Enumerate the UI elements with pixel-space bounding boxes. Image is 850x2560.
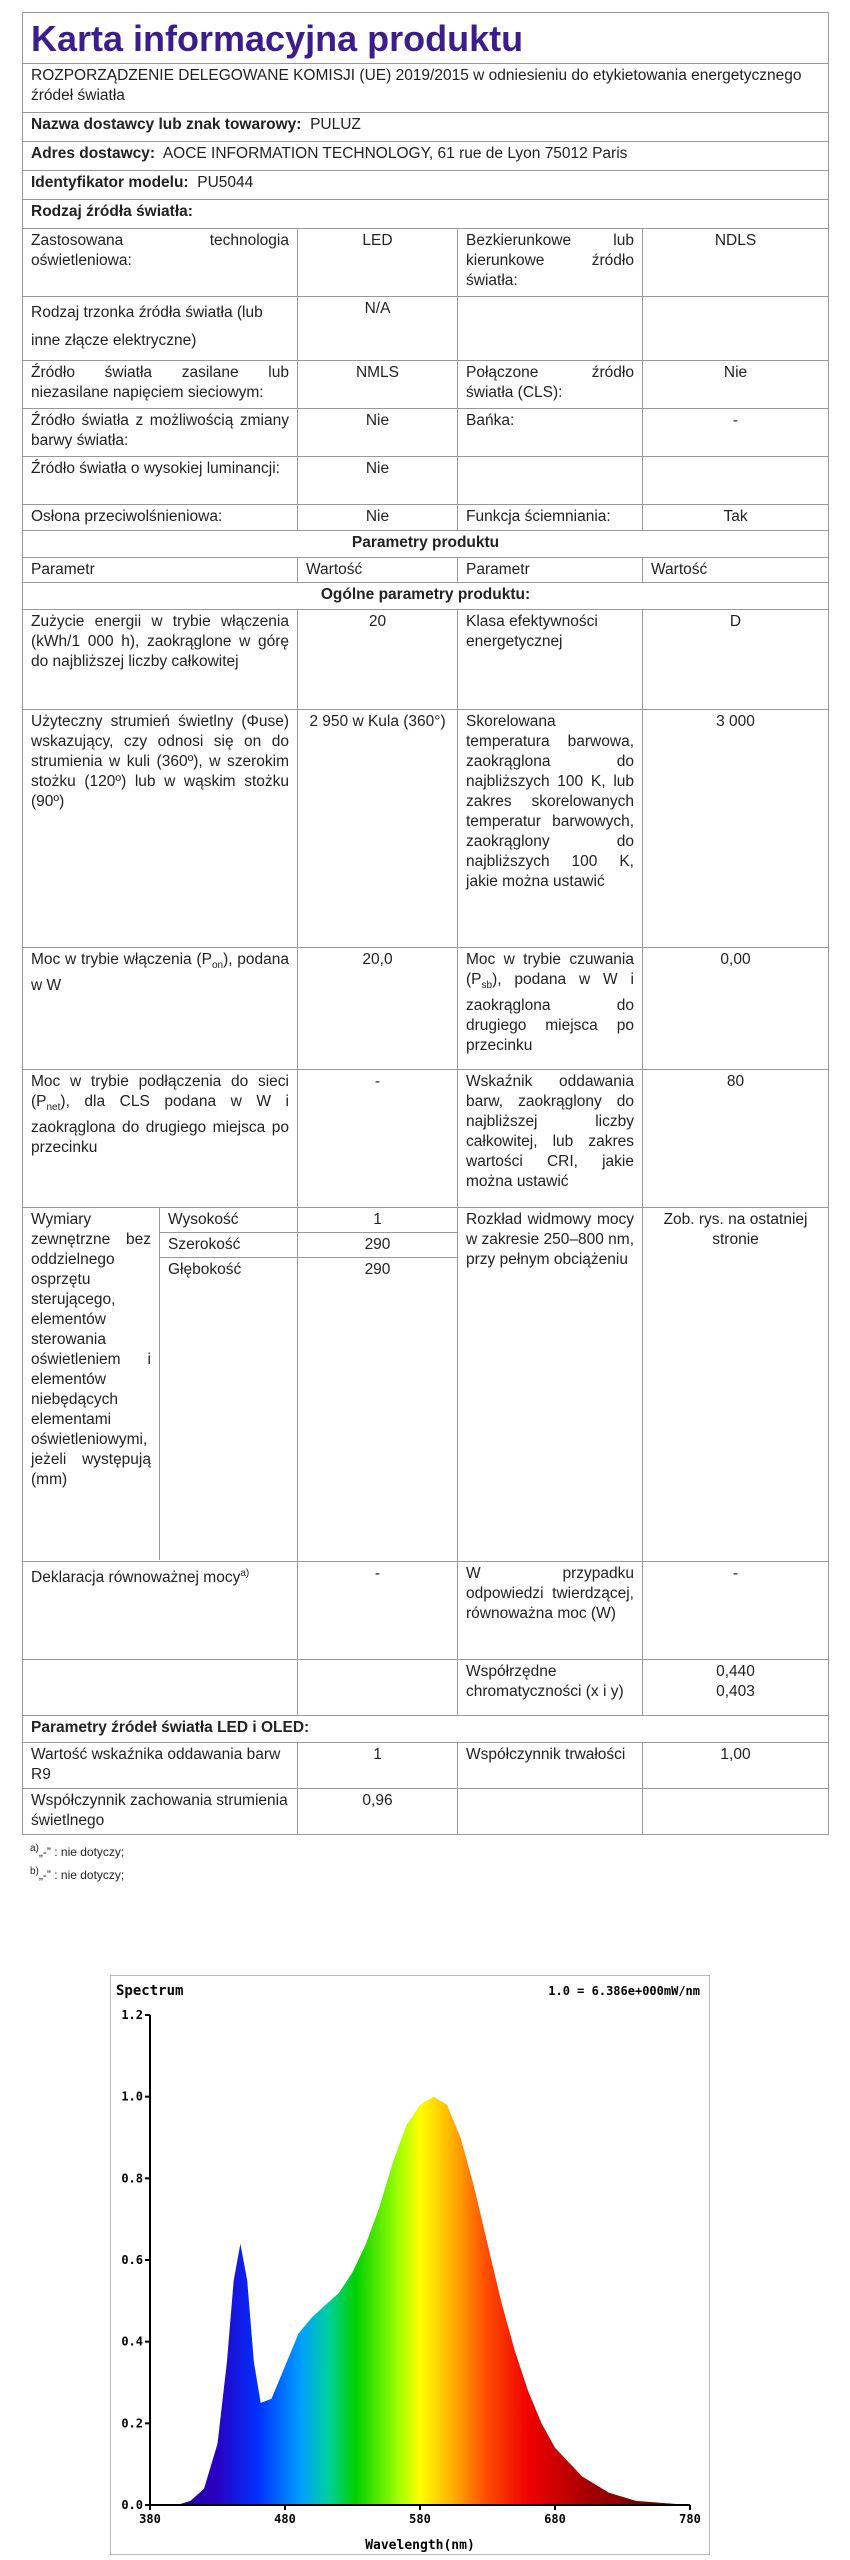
- directional-label: Bezkierunkowe lub kierunkowe źródło światła:: [458, 229, 643, 297]
- supplier-row: [23, 113, 829, 142]
- empty-cell: [458, 297, 643, 361]
- chart-annotation: 1.0 = 6.386e+000mW/nm: [548, 1984, 700, 1998]
- col-value: Wartość: [643, 558, 829, 583]
- technology-value: LED: [298, 229, 458, 297]
- energy-class-value: D: [643, 610, 829, 710]
- y-tick-label: 0.8: [121, 2171, 143, 2186]
- envelope-value: -: [643, 409, 829, 457]
- chromaticity-label: Współrzędne chromatyczności (x i y): [458, 1660, 643, 1716]
- equivalent-power-label: Deklaracja równoważnej mocy$^{a)}$: [23, 1562, 298, 1660]
- technology-label: Zastosowana technologia oświetleniowa:: [23, 229, 298, 297]
- empty-cell: [643, 297, 829, 361]
- envelope-label: Bańka:: [458, 409, 643, 457]
- x-tick-label: 380: [139, 2512, 161, 2526]
- cct-label: Skorelowana temperatura barwowa, zaokrąglona do najbliższych 100 K, lub zakres skorelowanych temperatur barwowych, zaokrąglony do najbliższych 100 K, jakie można ustawić: [458, 710, 643, 948]
- cri-label: Wskaźnik oddawania barw, zaokrąglony do najbliższej liczby całkowitej, lub zakres wartości CRI, jakie można ustawić: [458, 1070, 643, 1208]
- survival-factor-value: 1,00: [643, 1743, 829, 1789]
- x-tick-label: 780: [679, 2512, 701, 2526]
- supplier-value: PULUZ: [310, 116, 361, 133]
- address-row: [23, 142, 829, 171]
- info-table: [22, 12, 829, 1835]
- equivalent-watt-value: -: [643, 1562, 829, 1660]
- y-tick-label: 0.6: [121, 2253, 143, 2267]
- dimensions-names: [160, 1208, 297, 1560]
- mains-value: NMLS: [298, 361, 458, 409]
- energy-consumption-value: 20: [298, 610, 458, 710]
- empty-cell: [643, 1789, 829, 1835]
- model-label: Identyfikator modelu:: [31, 174, 189, 191]
- model-row: [23, 171, 829, 200]
- on-mode-power-value: 20,0: [298, 948, 458, 1070]
- dimensions-values: [298, 1208, 458, 1562]
- dimmable-value: Tak: [643, 505, 829, 531]
- equivalent-watt-label: W przypadku odpowiedzi twierdzącej, równoważna moc (W): [458, 1562, 643, 1660]
- standby-power-label: Moc w trybie czuwania $(P_{sb})$, podana w W i zaokrąglona do drugiego miejsca po przecinku: [458, 948, 643, 1070]
- lumen-maintenance-label: Współczynnik zachowania strumienia świetlnego: [23, 1789, 298, 1835]
- spectrum-chart: [110, 1975, 710, 2555]
- anti-glare-value: Nie: [298, 505, 458, 531]
- network-power-label: Moc w trybie podłączenia do sieci $(P_{net})$, dla CLS podana w W i zaokrąglona do drugiego miejsca po przecinku: [23, 1070, 298, 1208]
- depth-value: 290: [364, 1261, 391, 1278]
- col-param: Parametr: [458, 558, 643, 583]
- col-param: Parametr: [23, 558, 298, 583]
- params-header: Parametry produktu: [23, 531, 829, 558]
- high-luminance-value: Nie: [298, 457, 458, 505]
- cls-label: Połączone źródło światła (CLS):: [458, 361, 643, 409]
- address-label: Adres dostawcy:: [31, 145, 156, 162]
- dimmable-label: Funkcja ściemniania:: [458, 505, 643, 531]
- empty-cell: [458, 457, 643, 505]
- survival-factor-label: Współczynnik trwałości: [458, 1743, 643, 1789]
- footnote-b: $^{b)}$„-” : nie dotyczy;: [30, 1866, 125, 1882]
- energy-consumption-label: Zużycie energii w trybie włączenia (kWh/1 000 h), zaokrąglone w górę do najbliższej liczby całkowitej: [23, 610, 298, 710]
- product-sheet: [22, 12, 828, 1885]
- anti-glare-label: Osłona przeciwolśnieniowa:: [23, 505, 298, 531]
- width-label: Szerokość: [160, 1233, 297, 1258]
- color-tunable-label: Źródło światła z możliwością zmiany barwy światła:: [23, 409, 298, 457]
- y-tick-label: 1.2: [121, 2008, 143, 2022]
- empty-cell: [298, 1660, 458, 1716]
- spectral-value: Zob. rys. na ostatniej stronie: [643, 1208, 829, 1562]
- high-luminance-label: Źródło światła o wysokiej luminancji:: [23, 457, 298, 505]
- height-value: 1: [298, 1208, 457, 1233]
- footnotes: [22, 1839, 828, 1885]
- on-mode-power-label: Moc w trybie włączenia $(P_{on})$, podana w W: [23, 948, 298, 1070]
- r9-label: Wartość wskaźnika oddawania barw R9: [23, 1743, 298, 1789]
- x-axis-label: Wavelength(nm): [365, 2538, 475, 2553]
- dimensions-label: Wymiary zewnętrzne bez oddzielnego osprzętu sterującego, elementów sterowania oświetleniem i elementów niebędących elementami oświetleniowymi, jeżeli występują (mm): [23, 1208, 160, 1560]
- equivalent-power-value: -: [298, 1562, 458, 1660]
- mains-label: Źródło światła zasilane lub niezasilane napięciem sieciowym:: [23, 361, 298, 409]
- empty-cell: [23, 1660, 298, 1716]
- chromaticity-value: 0,440 0,403: [643, 1660, 829, 1716]
- footnote-a: $^{a)}$„-” : nie dotyczy;: [30, 1843, 125, 1859]
- regulation-text: ROZPORZĄDZENIE DELEGOWANE KOMISJI (UE) 2019/2015 w odniesieniu do etykietowania energetycznego źródeł światła: [23, 64, 829, 113]
- y-tick-label: 1.0: [121, 2089, 143, 2104]
- energy-class-label: Klasa efektywności energetycznej: [458, 610, 643, 710]
- chart-title: Spectrum: [116, 1983, 184, 1999]
- source-type-header: Rodzaj źródła światła:: [23, 200, 829, 229]
- supplier-label: Nazwa dostawcy lub znak towarowy:: [31, 116, 302, 133]
- x-tick-label: 580: [409, 2512, 431, 2526]
- dimensions-cell: [23, 1208, 298, 1562]
- network-power-value: -: [298, 1070, 458, 1208]
- cap-type-label: Rodzaj trzonka źródła światła (lub inne złącze elektryczne): [23, 297, 298, 361]
- x-tick-label: 480: [274, 2512, 296, 2526]
- model-value: PU5044: [197, 174, 254, 191]
- col-value: Wartość: [298, 558, 458, 583]
- width-value: 290: [298, 1233, 457, 1258]
- empty-cell: [643, 457, 829, 505]
- height-label: Wysokość: [160, 1208, 297, 1233]
- page-title: Karta informacyjna produktu: [23, 13, 829, 64]
- y-tick-label: 0.2: [121, 2416, 143, 2431]
- y-tick-label: 0.0: [121, 2498, 143, 2512]
- cap-type-value: N/A: [298, 297, 458, 361]
- depth-label: Głębokość: [168, 1261, 242, 1278]
- luminous-flux-value: 2 950 w Kula (360°): [298, 710, 458, 948]
- empty-cell: [458, 1789, 643, 1835]
- led-header: Parametry źródeł światła LED i OLED:: [23, 1716, 829, 1743]
- address-value: AOCE INFORMATION TECHNOLOGY, 61 rue de Lyon 75012 Paris: [162, 145, 628, 162]
- r9-value: 1: [298, 1743, 458, 1789]
- y-tick-label: 0.4: [121, 2334, 143, 2349]
- spectral-label: Rozkład widmowy mocy w zakresie 250–800 nm, przy pełnym obciążeniu: [458, 1208, 643, 1562]
- cls-value: Nie: [643, 361, 829, 409]
- general-header: Ogólne parametry produktu:: [23, 583, 829, 610]
- standby-power-value: 0,00: [643, 948, 829, 1070]
- lumen-maintenance-value: 0,96: [298, 1789, 458, 1835]
- color-tunable-value: Nie: [298, 409, 458, 457]
- cri-value: 80: [643, 1070, 829, 1208]
- x-tick-label: 680: [544, 2512, 566, 2526]
- directional-value: NDLS: [643, 229, 829, 297]
- cct-value: 3 000: [643, 710, 829, 948]
- luminous-flux-label: Użyteczny strumień świetlny (Φuse) wskazujący, czy odnosi się on do strumienia w kuli (360º), w szerokim stożku (120º) lub w wąskim stożku (90º): [23, 710, 298, 948]
